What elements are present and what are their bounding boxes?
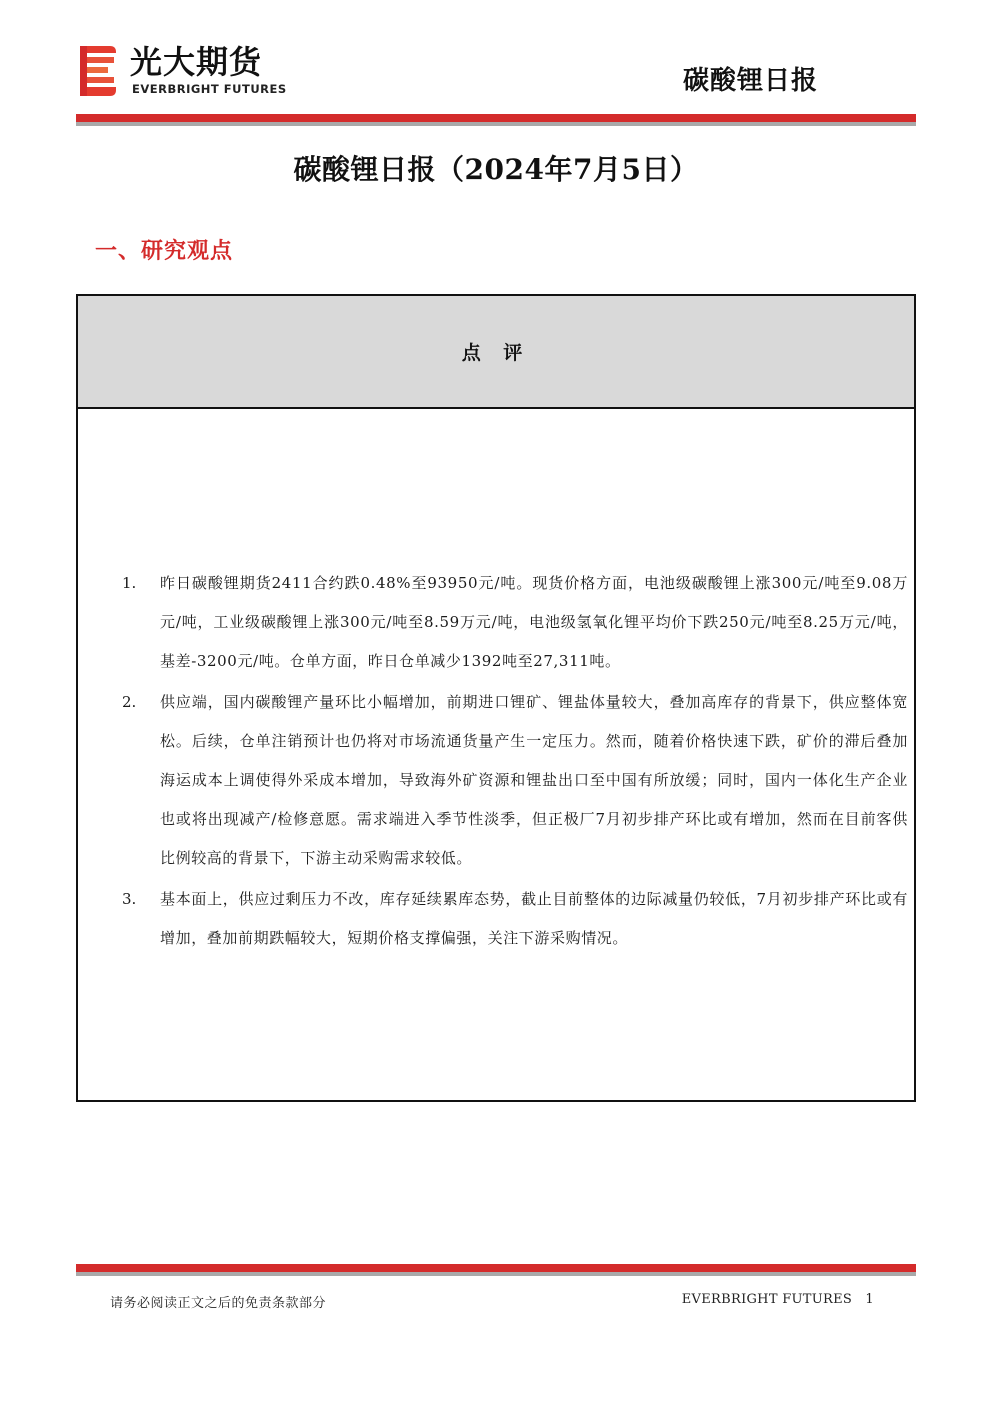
- footer-brand: EVERBRIGHT FUTURES: [681, 1292, 853, 1307]
- list-item-number: 1.: [122, 574, 137, 592]
- footer-brand-page: [682, 1292, 874, 1307]
- everbright-logo-icon: [76, 44, 118, 98]
- review-points-list: [78, 564, 914, 960]
- header-divider: [76, 114, 916, 126]
- list-item-number: 3.: [122, 890, 137, 908]
- list-item: [78, 880, 914, 958]
- list-item: [78, 683, 914, 878]
- review-table: [76, 294, 916, 1102]
- document-title: 碳酸锂日报（2024年7月5日）: [293, 153, 699, 186]
- logo-chinese-name: 光大期货: [130, 43, 263, 81]
- header-report-name: 碳酸锂日报: [682, 66, 818, 96]
- list-item-text: 供应端，国内碳酸锂产量环比小幅增加，前期进口锂矿、锂盐体量较大，叠加高库存的背景下，供应整体宽松。后续，仓单注销预计也仍将对市场流通货量产生一定压力。然而，随着价格快速下跌，矿价的滞后叠加海运成本上调使得外采成本增加，导致海外矿资源和锂盐出口至中国有所放缓；同时，国内一体化生产企业也或将出现减产/检修意愿。需求端进入季节性淡季，但正极厂7月初步排产环比或有增加，然而在目前客供比例较高的背景下，下游主动采购需求较低。: [160, 693, 908, 867]
- logo-english-name: EVERBRIGHT FUTURES: [132, 82, 287, 96]
- review-header-label: 点 评: [461, 342, 531, 364]
- list-item-text: 基本面上，供应过剩压力不改，库存延续累库态势，截止目前整体的边际减量仍较低，7月初步排产环比或有增加，叠加前期跌幅较大，短期价格支撑偏强，关注下游采购情况。: [160, 890, 908, 947]
- footer-divider: [76, 1264, 916, 1276]
- page-number: 1: [865, 1292, 874, 1307]
- review-table-header: [78, 296, 914, 409]
- section-heading: 一、研究观点: [95, 238, 234, 264]
- list-item: [78, 564, 914, 681]
- list-item-text: 昨日碳酸锂期货2411合约跌0.48%至93950元/吨。现货价格方面，电池级碳酸锂上涨300元/吨至9.08万元/吨，工业级碳酸锂上涨300元/吨至8.59万元/吨，电池级氢氧化锂平均价下跌250元/吨至8.25万元/吨，基差-3200元/吨。仓单方面，昨日仓单减少1392吨至27,311吨。: [160, 574, 908, 670]
- list-item-number: 2.: [122, 693, 137, 711]
- footer-disclaimer: 请务必阅读正文之后的免责条款部分: [110, 1296, 327, 1311]
